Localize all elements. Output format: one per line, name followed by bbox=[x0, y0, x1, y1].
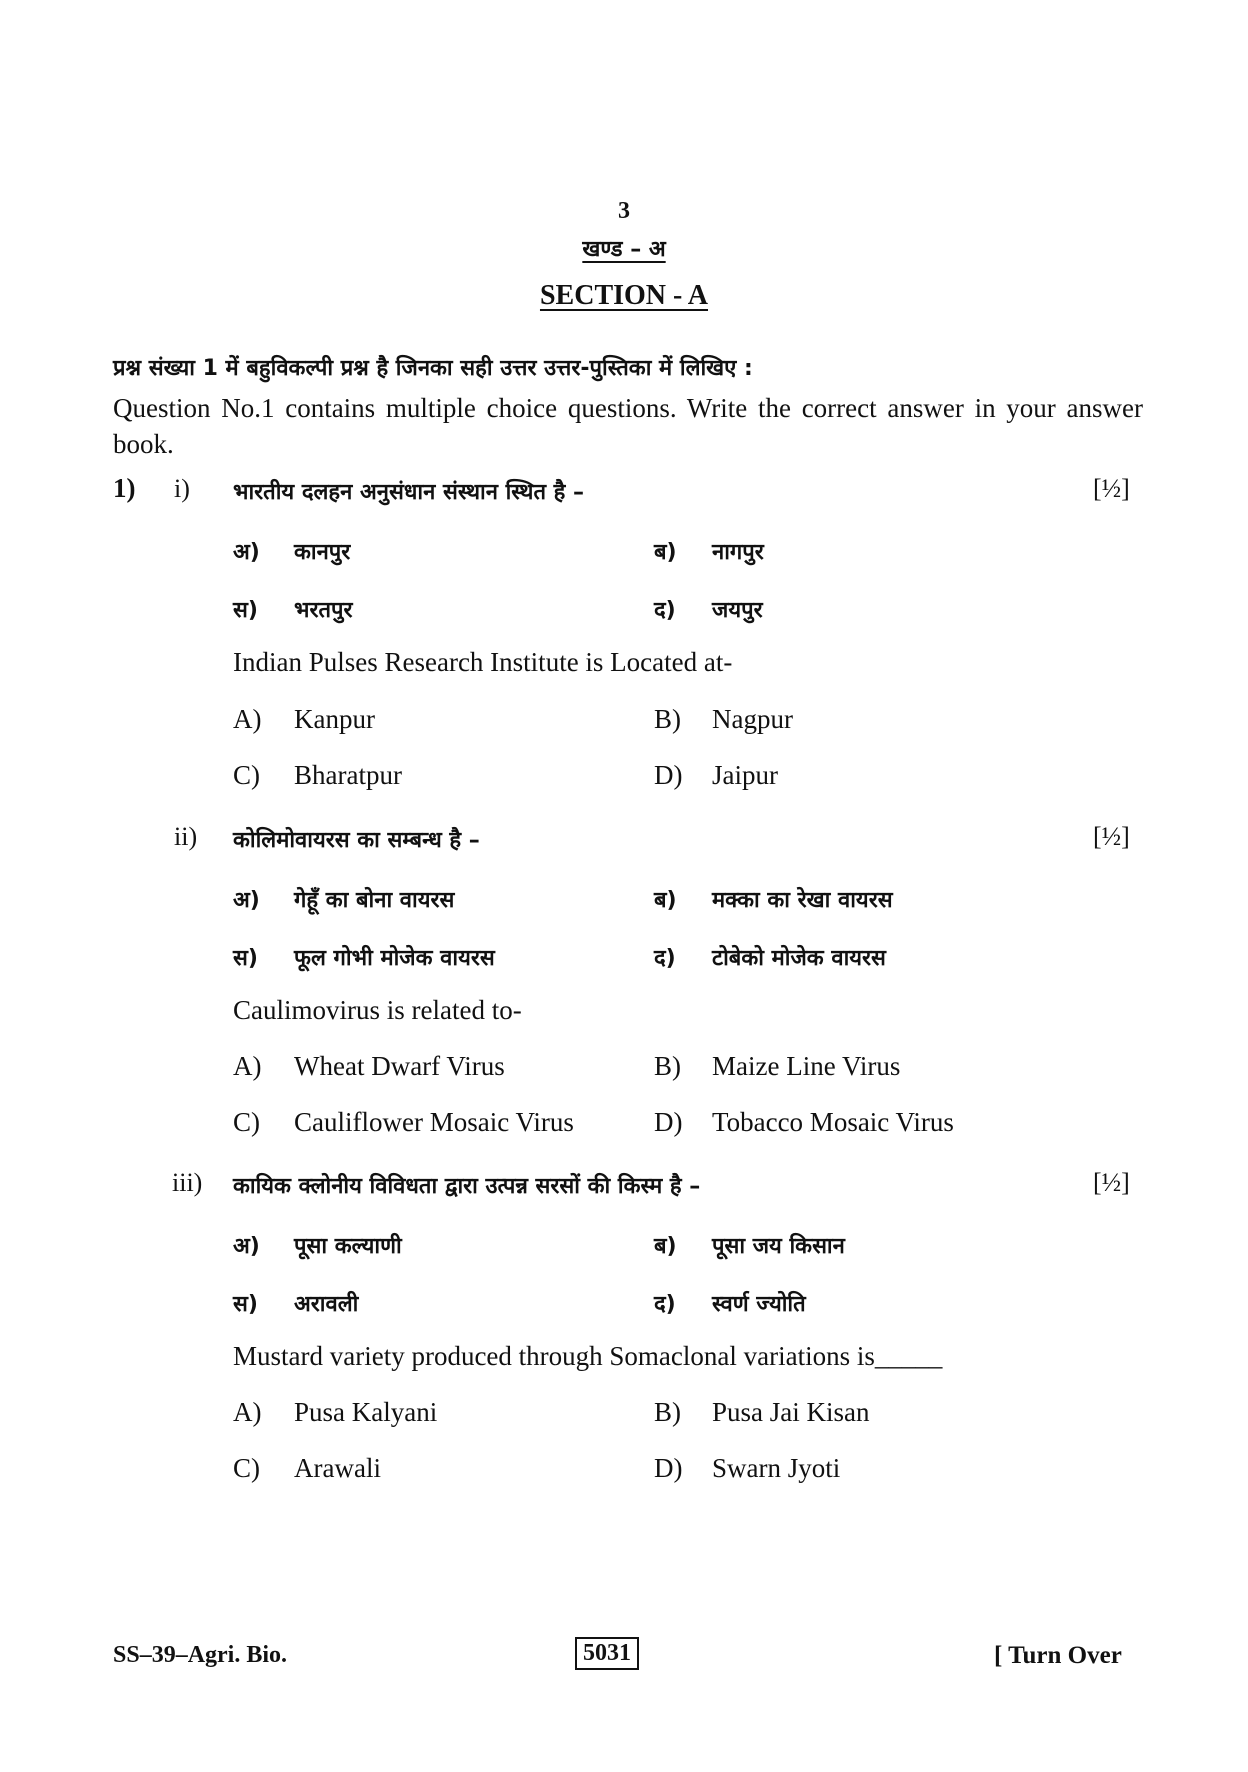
part-ii-english-option-b: Maize Line Virus bbox=[712, 1051, 901, 1081]
part-i-english-option-c: Bharatpur bbox=[294, 760, 402, 790]
part-ii-number: ii) bbox=[174, 822, 198, 851]
part-i-hindi-option-c-label: स) bbox=[233, 598, 258, 623]
part-i-question-english: Indian Pulses Research Institute is Located at- bbox=[233, 647, 733, 677]
part-ii-english-option-d: Tobacco Mosaic Virus bbox=[712, 1107, 954, 1137]
instructions-english: Question No.1 contains multiple choice questions. Write the correct answer in your answer book. bbox=[113, 393, 1143, 459]
part-ii-hindi-option-d-label: द) bbox=[654, 946, 676, 971]
part-ii-hindi-option-c-label: स) bbox=[233, 946, 258, 971]
part-iii-number: iii) bbox=[172, 1168, 203, 1197]
part-iii-english-option-a: Pusa Kalyani bbox=[294, 1397, 438, 1427]
section-title-hindi-text: खण्ड – अ bbox=[582, 237, 666, 262]
question-number: 1) bbox=[113, 473, 136, 503]
part-ii-hindi-option-c: फूल गोभी मोजेक वायरस bbox=[294, 946, 495, 971]
part-ii-english-option-c: Cauliflower Mosaic Virus bbox=[294, 1107, 574, 1137]
part-iii-hindi-option-c-label: स) bbox=[233, 1292, 258, 1317]
part-ii-english-option-a: Wheat Dwarf Virus bbox=[294, 1051, 505, 1081]
section-title-english-text: SECTION - A bbox=[539, 280, 709, 311]
part-ii-question-english: Caulimovirus is related to- bbox=[233, 995, 522, 1025]
part-i-hindi-option-a: कानपुर bbox=[294, 540, 351, 565]
part-ii-marks: [½] bbox=[1093, 822, 1130, 851]
part-ii-hindi-option-b-label: ब) bbox=[654, 888, 677, 913]
part-iii-hindi-option-c: अरावली bbox=[294, 1292, 359, 1317]
part-i-hindi-option-c: भरतपुर bbox=[294, 598, 353, 623]
part-iii-hindi-option-b-label: ब) bbox=[654, 1234, 677, 1259]
footer-turn-over: [ Turn Over bbox=[994, 1642, 1122, 1669]
section-title-hindi bbox=[0, 233, 1248, 263]
part-ii-question-hindi: कोलिमोवायरस का सम्बन्ध है – bbox=[233, 828, 480, 853]
part-iii-english-option-c-label: C) bbox=[233, 1453, 260, 1483]
part-iii-english-option-b: Pusa Jai Kisan bbox=[712, 1397, 870, 1427]
footer-paper-code: SS–39–Agri. Bio. bbox=[113, 1642, 288, 1668]
part-iii-hindi-option-d: स्वर्ण ज्योति bbox=[712, 1292, 806, 1317]
part-iii-marks: [½] bbox=[1093, 1168, 1130, 1197]
part-iii-hindi-option-d-label: द) bbox=[654, 1292, 676, 1317]
part-i-english-option-c-label: C) bbox=[233, 760, 260, 790]
part-i-english-option-d-label: D) bbox=[654, 760, 683, 790]
part-ii-hindi-option-d: टोबेको मोजेक वायरस bbox=[712, 946, 886, 971]
page-number: 3 bbox=[618, 198, 630, 224]
part-ii-hindi-option-b: मक्का का रेखा वायरस bbox=[712, 888, 893, 913]
part-ii-english-option-c-label: C) bbox=[233, 1107, 260, 1137]
part-i-hindi-option-d-label: द) bbox=[654, 598, 676, 623]
part-i-marks: [½] bbox=[1093, 474, 1130, 503]
section-title-english bbox=[0, 280, 1248, 312]
part-iii-english-option-b-label: B) bbox=[654, 1397, 681, 1427]
part-i-question-hindi: भारतीय दलहन अनुसंधान संस्थान स्थित है – bbox=[233, 480, 584, 505]
footer-page-code: 5031 bbox=[575, 1637, 639, 1670]
part-i-english-option-b: Nagpur bbox=[712, 704, 793, 734]
part-i-english-option-d: Jaipur bbox=[712, 760, 778, 790]
part-iii-question-english: Mustard variety produced through Somaclonal variations is_____ bbox=[233, 1341, 943, 1371]
part-ii-english-option-d-label: D) bbox=[654, 1107, 683, 1137]
part-ii-hindi-option-a-label: अ) bbox=[233, 888, 260, 913]
part-iii-question-hindi: कायिक क्लोनीय विविधता द्वारा उत्पन्न सरसों की किस्म है – bbox=[233, 1174, 701, 1199]
part-i-hindi-option-d: जयपुर bbox=[712, 598, 763, 623]
part-i-hindi-option-b-label: ब) bbox=[654, 540, 677, 565]
part-iii-english-option-d: Swarn Jyoti bbox=[712, 1453, 841, 1483]
part-iii-english-option-c: Arawali bbox=[294, 1453, 381, 1483]
part-iii-hindi-option-a-label: अ) bbox=[233, 1234, 260, 1259]
part-ii-english-option-a-label: A) bbox=[233, 1051, 262, 1081]
part-i-hindi-option-a-label: अ) bbox=[233, 540, 260, 565]
part-ii-english-option-b-label: B) bbox=[654, 1051, 681, 1081]
part-i-hindi-option-b: नागपुर bbox=[712, 540, 764, 565]
part-ii-hindi-option-a: गेहूँ का बोना वायरस bbox=[294, 888, 455, 913]
part-i-number: i) bbox=[174, 474, 190, 503]
part-iii-english-option-d-label: D) bbox=[654, 1453, 683, 1483]
part-i-english-option-a-label: A) bbox=[233, 704, 262, 734]
instructions-hindi: प्रश्न संख्या 1 में बहुविकल्पी प्रश्न है जिनका सही उत्तर उत्तर-पुस्तिका में लिखिए : bbox=[113, 356, 753, 381]
part-i-english-option-a: Kanpur bbox=[294, 704, 375, 734]
part-iii-english-option-a-label: A) bbox=[233, 1397, 262, 1427]
part-iii-hindi-option-b: पूसा जय किसान bbox=[712, 1234, 845, 1259]
part-iii-hindi-option-a: पूसा कल्याणी bbox=[294, 1234, 402, 1259]
part-i-english-option-b-label: B) bbox=[654, 704, 681, 734]
